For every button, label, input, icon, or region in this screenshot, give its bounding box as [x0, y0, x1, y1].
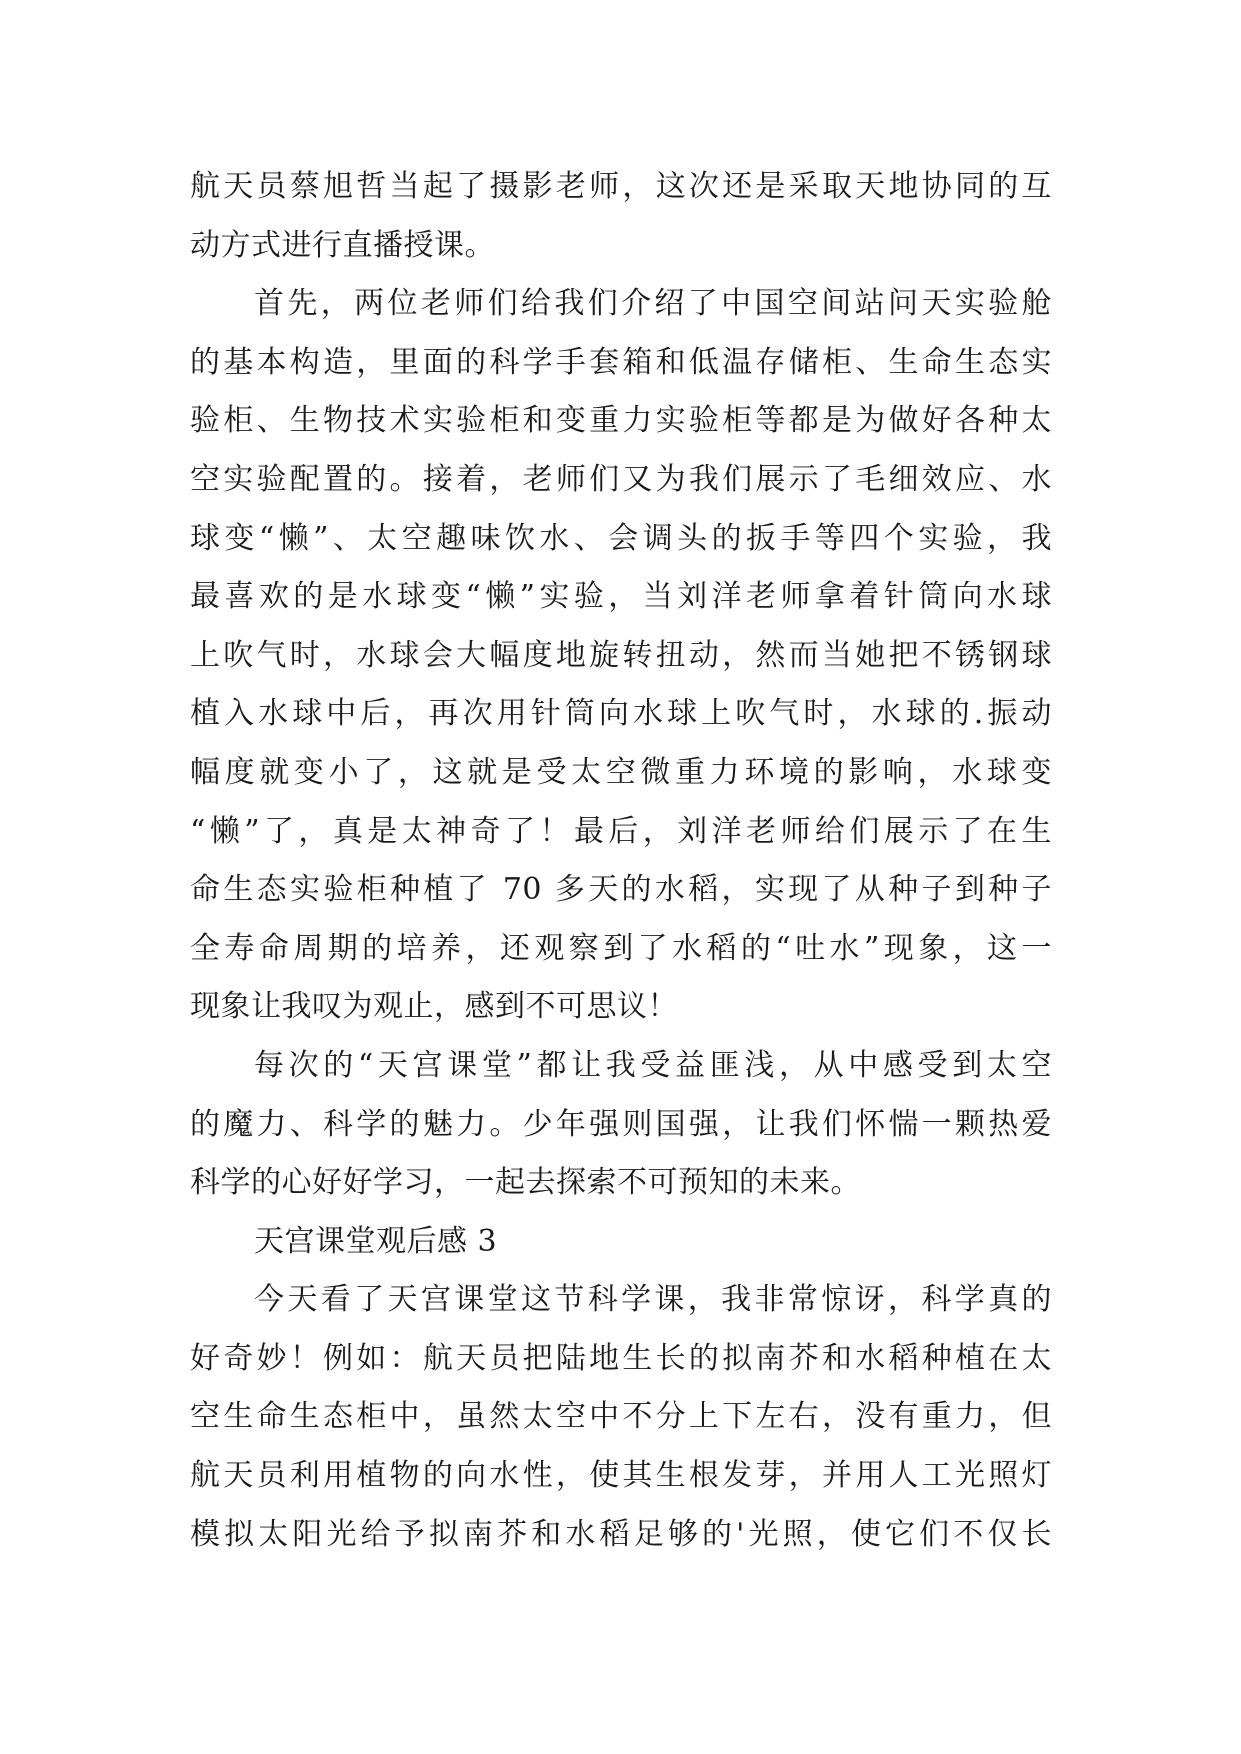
- text-line: 验柜、生物技术实验柜和变重力实验柜等都是为做好各种太: [190, 403, 1052, 439]
- text-line: 的魔力、科学的魅力。少年强则国强，让我们怀惴一颗热爱: [190, 1106, 1052, 1142]
- paragraph-start-line: 每次的“天宫课堂”都让我受益匪浅，从中感受到太空: [254, 1047, 1052, 1083]
- text-line: “懒”了，真是太神奇了！最后，刘洋老师给们展示了在生: [190, 813, 1052, 849]
- text-line: 航天员蔡旭哲当起了摄影老师，这次还是采取天地协同的互: [190, 169, 1052, 204]
- paragraph-start-line: 首先，两位老师们给我们介绍了中国空间站问天实验舱: [254, 286, 1052, 322]
- text-line: 全寿命周期的培养，还观察到了水稻的“吐水”现象，这一: [190, 930, 1052, 966]
- text-line: 现象让我叹为观止，感到不可思议！: [190, 989, 678, 1025]
- text-line: 球变“懒”、太空趣味饮水、会调头的扳手等四个实验，我: [190, 520, 1052, 556]
- section-heading: 天宫课堂观后感 3: [254, 1223, 498, 1259]
- text-line: 最喜欢的是水球变“懒”实验，当刘洋老师拿着针筒向水球: [190, 579, 1052, 615]
- essay-text: [190, 158, 1052, 1564]
- text-line: 命生态实验柜种植了 70 多天的水稻，实现了从种子到种子: [190, 872, 1052, 908]
- text-line: 幅度就变小了，这就是受太空微重力环境的影响，水球变: [190, 754, 1052, 790]
- text-line: 空实验配置的。接着，老师们又为我们展示了毛细效应、水: [190, 461, 1052, 497]
- text-line: 好奇妙！例如：航天员把陆地生长的拟南芥和水稻种植在太: [190, 1340, 1052, 1376]
- text-line: 动方式进行直播授课。: [190, 227, 495, 263]
- text-line: 上吹气时，水球会大幅度地旋转扭动，然而当她把不锈钢球: [190, 637, 1052, 673]
- text-line: 航天员利用植物的向水性，使其生根发芽，并用人工光照灯: [190, 1458, 1052, 1494]
- text-line: 模拟太阳光给予拟南芥和水稻足够的'光照，使它们不仅长: [190, 1516, 1052, 1552]
- text-line: 的基本构造，里面的科学手套箱和低温存储柜、生命生态实: [190, 344, 1052, 380]
- paragraph-start-line: 今天看了天宫课堂这节科学课，我非常惊讶，科学真的: [254, 1282, 1052, 1318]
- text-line: 植入水球中后，再次用针筒向水球上吹气时，水球的.振动: [190, 696, 1052, 732]
- text-line: 空生命生态柜中，虽然太空中不分上下左右，没有重力，但: [190, 1399, 1052, 1435]
- text-line: 科学的心好好学习，一起去探索不可预知的未来。: [190, 1165, 861, 1201]
